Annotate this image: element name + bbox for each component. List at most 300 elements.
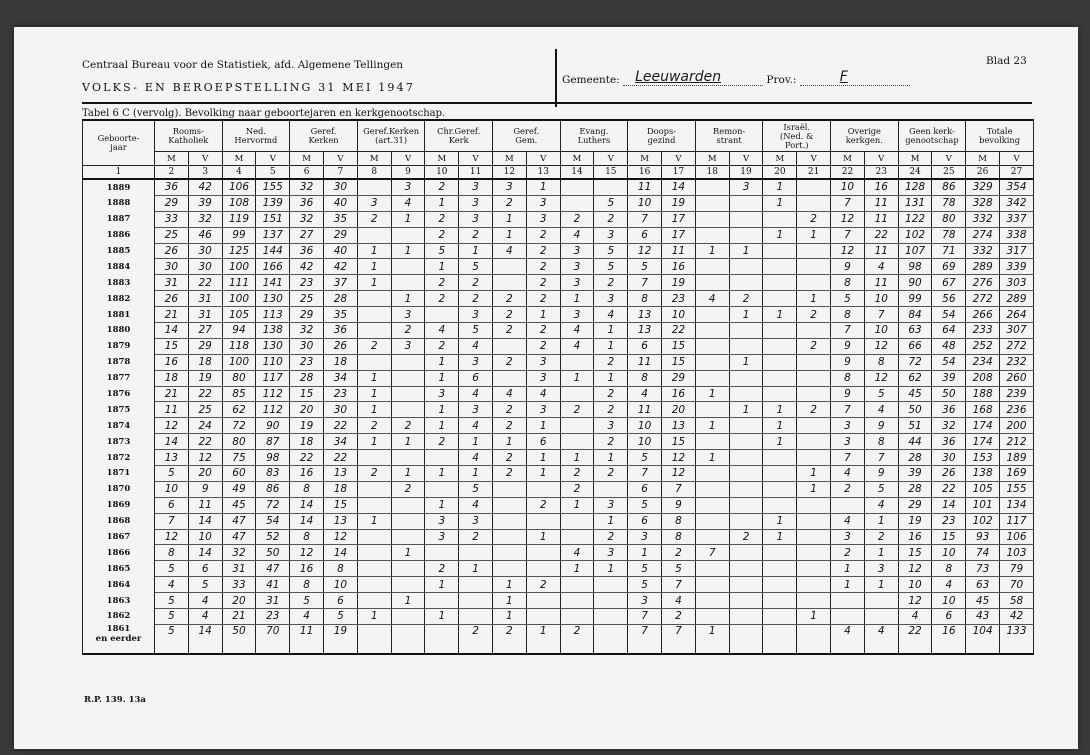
count-cell: 3: [459, 307, 493, 323]
column-number: 21: [797, 166, 831, 180]
header-divider: [555, 49, 557, 107]
count-cell: [695, 179, 729, 195]
sex-v-header: V: [729, 152, 763, 166]
count-cell: 90: [898, 275, 932, 291]
count-cell: [357, 307, 391, 323]
count-cell: [797, 624, 831, 654]
count-cell: 1: [493, 577, 527, 593]
count-cell: 23: [290, 354, 324, 370]
count-cell: 70: [1000, 577, 1034, 593]
count-cell: 10: [898, 577, 932, 593]
count-cell: [493, 497, 527, 513]
count-cell: 11: [155, 402, 189, 418]
count-cell: 2: [831, 481, 865, 497]
count-cell: 1: [763, 402, 797, 418]
count-cell: [526, 609, 560, 625]
count-cell: 7: [662, 577, 696, 593]
column-number: 15: [594, 166, 628, 180]
count-cell: 5: [459, 323, 493, 339]
count-cell: 19: [898, 513, 932, 529]
count-cell: 74: [966, 545, 1000, 561]
count-cell: 6: [459, 370, 493, 386]
count-cell: 32: [290, 323, 324, 339]
count-cell: 36: [290, 195, 324, 211]
count-cell: 50: [898, 402, 932, 418]
count-cell: 3: [459, 402, 493, 418]
count-cell: 1: [425, 402, 459, 418]
count-cell: [391, 513, 425, 529]
count-cell: 1: [695, 386, 729, 402]
table-row: [83, 513, 1034, 529]
birth-year: 1876: [83, 386, 155, 402]
count-cell: 2: [493, 466, 527, 482]
table-row: [83, 418, 1034, 434]
count-cell: 14: [932, 497, 966, 513]
count-cell: 3: [526, 195, 560, 211]
count-cell: 3: [729, 179, 763, 195]
count-cell: 34: [324, 434, 358, 450]
sex-m-header: M: [155, 152, 189, 166]
count-cell: 23: [932, 513, 966, 529]
count-cell: 13: [155, 450, 189, 466]
count-cell: 3: [357, 195, 391, 211]
count-cell: [391, 529, 425, 545]
count-cell: 80: [932, 211, 966, 227]
count-cell: 9: [662, 497, 696, 513]
count-cell: 1: [797, 227, 831, 243]
count-cell: 9: [831, 338, 865, 354]
count-cell: 3: [628, 593, 662, 609]
count-cell: 2: [493, 450, 527, 466]
count-cell: 29: [155, 195, 189, 211]
column-number: 27: [1000, 166, 1034, 180]
count-cell: 2: [594, 354, 628, 370]
count-cell: [594, 481, 628, 497]
count-cell: 289: [1000, 291, 1034, 307]
count-cell: 78: [932, 195, 966, 211]
birth-year: 1861 en eerder: [83, 624, 155, 654]
count-cell: 1: [425, 418, 459, 434]
count-cell: [864, 593, 898, 609]
count-cell: 1: [864, 545, 898, 561]
count-cell: 94: [222, 323, 256, 339]
count-cell: 7: [155, 513, 189, 529]
table-row: [83, 179, 1034, 195]
count-cell: 4: [391, 195, 425, 211]
birth-year: 1880: [83, 323, 155, 339]
birth-year: 1869: [83, 497, 155, 513]
count-cell: 272: [1000, 338, 1034, 354]
count-cell: 4: [290, 609, 324, 625]
count-cell: 2: [493, 195, 527, 211]
count-cell: 3: [526, 354, 560, 370]
count-cell: [560, 418, 594, 434]
count-cell: [695, 275, 729, 291]
sex-v-header: V: [662, 152, 696, 166]
count-cell: 11: [864, 243, 898, 259]
count-cell: 80: [222, 434, 256, 450]
count-cell: 3: [628, 529, 662, 545]
count-cell: 24: [188, 418, 222, 434]
count-cell: [729, 259, 763, 275]
count-cell: 8: [831, 275, 865, 291]
count-cell: 1: [864, 513, 898, 529]
count-cell: 100: [222, 259, 256, 275]
count-cell: 42: [324, 259, 358, 275]
count-cell: 2: [425, 227, 459, 243]
count-cell: [729, 561, 763, 577]
count-cell: 30: [188, 243, 222, 259]
count-cell: [391, 402, 425, 418]
count-cell: 1: [425, 466, 459, 482]
sex-m-header: M: [290, 152, 324, 166]
count-cell: 139: [256, 195, 290, 211]
count-cell: 1: [357, 402, 391, 418]
column-group-header: Chr.Geref. Kerk: [425, 120, 493, 152]
count-cell: 4: [560, 545, 594, 561]
count-cell: [391, 370, 425, 386]
count-cell: 4: [695, 291, 729, 307]
count-cell: [797, 577, 831, 593]
count-cell: 131: [898, 195, 932, 211]
table-row: [83, 338, 1034, 354]
count-cell: [493, 259, 527, 275]
count-cell: 31: [155, 275, 189, 291]
count-cell: [831, 609, 865, 625]
count-cell: 5: [628, 450, 662, 466]
count-cell: 1: [628, 545, 662, 561]
count-cell: 6: [932, 609, 966, 625]
count-cell: 19: [188, 370, 222, 386]
count-cell: 4: [459, 418, 493, 434]
count-cell: 22: [932, 481, 966, 497]
count-cell: [391, 386, 425, 402]
count-cell: 3: [459, 195, 493, 211]
count-cell: [391, 354, 425, 370]
header-geboortejaar: Geboorte- jaar: [83, 120, 155, 166]
count-cell: 1: [864, 577, 898, 593]
count-cell: 19: [662, 195, 696, 211]
count-cell: 1: [493, 227, 527, 243]
count-cell: 2: [493, 624, 527, 654]
count-cell: 8: [932, 561, 966, 577]
count-cell: 1: [357, 259, 391, 275]
count-cell: [459, 609, 493, 625]
form-code: R.P. 139. 13a: [84, 695, 146, 705]
count-cell: 1: [459, 434, 493, 450]
count-cell: 12: [864, 370, 898, 386]
count-cell: 329: [966, 179, 1000, 195]
count-cell: 16: [932, 624, 966, 654]
column-number: 10: [425, 166, 459, 180]
count-cell: 8: [324, 561, 358, 577]
count-cell: 7: [864, 450, 898, 466]
column-group-header: Geref. Gem.: [493, 120, 561, 152]
count-cell: 6: [526, 434, 560, 450]
count-cell: 2: [493, 402, 527, 418]
count-cell: 2: [526, 338, 560, 354]
count-cell: [797, 450, 831, 466]
count-cell: 32: [932, 418, 966, 434]
count-cell: 3: [526, 402, 560, 418]
count-cell: 7: [628, 466, 662, 482]
count-cell: [391, 561, 425, 577]
count-cell: [763, 323, 797, 339]
count-cell: 5: [594, 243, 628, 259]
count-cell: [695, 323, 729, 339]
count-cell: 1: [391, 291, 425, 307]
count-cell: 1: [425, 370, 459, 386]
count-cell: 98: [256, 450, 290, 466]
count-cell: 4: [459, 450, 493, 466]
count-cell: 111: [222, 275, 256, 291]
count-cell: [425, 450, 459, 466]
count-cell: 5: [188, 577, 222, 593]
count-cell: 50: [256, 545, 290, 561]
count-cell: 2: [662, 545, 696, 561]
count-cell: 15: [662, 354, 696, 370]
count-cell: 22: [188, 275, 222, 291]
count-cell: 138: [966, 466, 1000, 482]
count-cell: 106: [1000, 529, 1034, 545]
count-cell: 75: [222, 450, 256, 466]
count-cell: 10: [155, 481, 189, 497]
census-form-sheet: [14, 27, 1078, 749]
count-cell: 3: [864, 561, 898, 577]
count-cell: 155: [1000, 481, 1034, 497]
sex-v-header: V: [188, 152, 222, 166]
gemeente-label: Gemeente:: [562, 74, 620, 86]
count-cell: 133: [1000, 624, 1034, 654]
count-cell: 141: [256, 275, 290, 291]
count-cell: [425, 593, 459, 609]
count-cell: 26: [155, 243, 189, 259]
count-cell: 2: [357, 338, 391, 354]
sex-v-header: V: [1000, 152, 1034, 166]
count-cell: [560, 577, 594, 593]
count-cell: [695, 354, 729, 370]
count-cell: [695, 195, 729, 211]
count-cell: 1: [763, 529, 797, 545]
column-number: 26: [966, 166, 1000, 180]
count-cell: 18: [290, 434, 324, 450]
count-cell: [357, 529, 391, 545]
count-cell: 72: [256, 497, 290, 513]
count-cell: 22: [324, 450, 358, 466]
table-row: [83, 307, 1034, 323]
count-cell: 2: [526, 243, 560, 259]
table-row: [83, 259, 1034, 275]
count-cell: 5: [155, 593, 189, 609]
count-cell: 1: [763, 179, 797, 195]
count-cell: 12: [831, 243, 865, 259]
count-cell: 15: [662, 338, 696, 354]
sex-v-header: V: [526, 152, 560, 166]
count-cell: 354: [1000, 179, 1034, 195]
count-cell: 7: [628, 275, 662, 291]
column-group-header: Remon- strant: [695, 120, 763, 152]
count-cell: 16: [290, 561, 324, 577]
column-group-header: Doops- gezind: [628, 120, 696, 152]
count-cell: 45: [222, 497, 256, 513]
count-cell: 22: [290, 450, 324, 466]
count-cell: 23: [662, 291, 696, 307]
count-cell: [797, 259, 831, 275]
count-cell: [763, 370, 797, 386]
count-cell: 4: [560, 338, 594, 354]
count-cell: [493, 275, 527, 291]
count-cell: [729, 624, 763, 654]
count-cell: 28: [898, 481, 932, 497]
count-cell: 2: [560, 211, 594, 227]
count-cell: 5: [594, 195, 628, 211]
count-cell: 85: [222, 386, 256, 402]
count-cell: 15: [155, 338, 189, 354]
count-cell: [797, 275, 831, 291]
count-cell: [797, 561, 831, 577]
count-cell: [391, 497, 425, 513]
count-cell: [797, 513, 831, 529]
count-cell: 4: [932, 577, 966, 593]
count-cell: 4: [628, 386, 662, 402]
count-cell: 342: [1000, 195, 1034, 211]
count-cell: [797, 354, 831, 370]
count-cell: 1: [594, 338, 628, 354]
count-cell: 26: [324, 338, 358, 354]
column-number: 1: [83, 166, 155, 180]
count-cell: 31: [256, 593, 290, 609]
count-cell: [695, 259, 729, 275]
count-cell: 22: [188, 434, 222, 450]
count-cell: 2: [526, 259, 560, 275]
count-cell: 43: [966, 609, 1000, 625]
count-cell: 2: [594, 402, 628, 418]
count-cell: 36: [155, 179, 189, 195]
count-cell: 2: [357, 418, 391, 434]
count-cell: 1: [391, 545, 425, 561]
table-row: [83, 402, 1034, 418]
count-cell: 3: [526, 370, 560, 386]
count-cell: 3: [594, 291, 628, 307]
municipality-field: [562, 69, 910, 86]
column-number: 6: [290, 166, 324, 180]
count-cell: 272: [966, 291, 1000, 307]
count-cell: [357, 291, 391, 307]
count-cell: 10: [831, 179, 865, 195]
count-cell: 2: [459, 291, 493, 307]
count-cell: 15: [290, 386, 324, 402]
count-cell: 29: [898, 497, 932, 513]
count-cell: 64: [932, 323, 966, 339]
count-cell: 4: [864, 259, 898, 275]
birth-year: 1870: [83, 481, 155, 497]
count-cell: 239: [1000, 386, 1034, 402]
count-cell: [763, 466, 797, 482]
count-cell: 1: [594, 323, 628, 339]
count-cell: 21: [222, 609, 256, 625]
count-cell: 1: [763, 307, 797, 323]
census-table-wrapper: [82, 119, 1034, 655]
count-cell: 1: [594, 513, 628, 529]
count-cell: 233: [966, 323, 1000, 339]
count-cell: 1: [729, 243, 763, 259]
count-cell: 4: [425, 323, 459, 339]
count-cell: [493, 529, 527, 545]
count-cell: 1: [831, 577, 865, 593]
count-cell: 7: [831, 450, 865, 466]
count-cell: 3: [560, 259, 594, 275]
count-cell: [357, 354, 391, 370]
column-number: 18: [695, 166, 729, 180]
column-number: 13: [526, 166, 560, 180]
count-cell: 8: [290, 577, 324, 593]
count-cell: 4: [594, 307, 628, 323]
count-cell: 1: [526, 307, 560, 323]
census-title: VOLKS- EN BEROEPSTELLING 31 MEI 1947: [82, 81, 416, 94]
count-cell: [425, 481, 459, 497]
birth-year: 1885: [83, 243, 155, 259]
count-cell: 1: [526, 466, 560, 482]
count-cell: 3: [526, 211, 560, 227]
count-cell: 33: [222, 577, 256, 593]
count-cell: [695, 593, 729, 609]
count-cell: 122: [898, 211, 932, 227]
column-number: 11: [459, 166, 493, 180]
prov-value: F: [839, 69, 848, 85]
count-cell: 3: [391, 179, 425, 195]
count-cell: 7: [831, 195, 865, 211]
count-cell: 2: [526, 291, 560, 307]
count-cell: 16: [290, 466, 324, 482]
count-cell: 1: [763, 434, 797, 450]
column-group-header: Geref. Kerken: [290, 120, 358, 152]
count-cell: 1: [729, 307, 763, 323]
count-cell: [560, 434, 594, 450]
count-cell: 14: [188, 624, 222, 654]
count-cell: 39: [188, 195, 222, 211]
count-cell: 2: [493, 323, 527, 339]
count-cell: 2: [797, 402, 831, 418]
count-cell: [391, 259, 425, 275]
count-cell: 3: [831, 434, 865, 450]
count-cell: 11: [864, 195, 898, 211]
count-cell: 31: [188, 291, 222, 307]
count-cell: 2: [560, 402, 594, 418]
count-cell: 13: [628, 323, 662, 339]
count-cell: 40: [324, 195, 358, 211]
count-cell: [357, 545, 391, 561]
count-cell: 8: [628, 370, 662, 386]
count-cell: [560, 386, 594, 402]
count-cell: 14: [290, 513, 324, 529]
count-cell: [763, 275, 797, 291]
table-title: Tabel 6 C (vervolg). Bevolking naar geboortejaren en kerkgenootschap.: [82, 108, 446, 119]
count-cell: [357, 561, 391, 577]
count-cell: 15: [662, 434, 696, 450]
count-cell: 28: [898, 450, 932, 466]
count-cell: 2: [797, 338, 831, 354]
count-cell: 1: [459, 243, 493, 259]
count-cell: 2: [526, 577, 560, 593]
table-row: [83, 529, 1034, 545]
sex-v-header: V: [459, 152, 493, 166]
count-cell: [391, 275, 425, 291]
count-cell: 5: [628, 577, 662, 593]
count-cell: 20: [222, 593, 256, 609]
count-cell: [357, 624, 391, 654]
count-cell: 4: [560, 323, 594, 339]
count-cell: 22: [324, 418, 358, 434]
